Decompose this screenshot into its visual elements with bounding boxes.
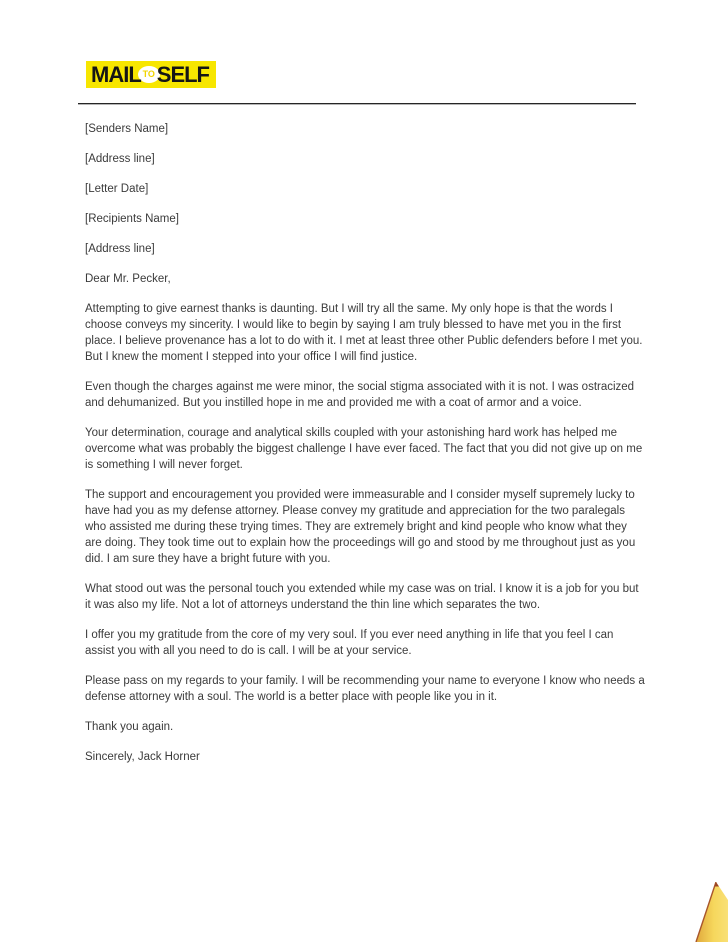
letter-paragraph: Even though the charges against me were minor, the social stigma associated with it is not. I was ostracized and dehumanized. But you instilled hope in me and provided me with a coat of armor and a voice. (85, 381, 635, 409)
sender-address-line: [Address line] (85, 153, 155, 165)
letter-paragraph: The support and encouragement you provided were immeasurable and I consider myself supremely lucky to have had you as my defense attorney. Please convey my gratitude and appreciation for the two paralegals who assisted me during these trying times. They are extremely bright and kind people who know what they are doing. They took time out to explain how the proceedings will go and stood by me throughout just as you did. I am sure they have a bright future with you. (85, 489, 636, 565)
mail-to-self-logo (86, 61, 216, 88)
sender-name-line: [Senders Name] (85, 123, 169, 135)
signature-line: Sincerely, Jack Horner (85, 751, 200, 763)
letter-paragraph: I offer you my gratitude from the core of my very soul. If you ever need anything in life that you feel I can assist you with all you need to do is call. I will be at your service. (85, 629, 614, 657)
letter-paragraph: Attempting to give earnest thanks is daunting. But I will try all the same. My only hope is that the words I choose conveys my sincerity. I would like to begin by saying I am truly blessed to have met you in the first place. I believe provenance has a lot to do with it. I met at least three other Public defenders before I met you. But I knew the moment I stepped into your office I will find justice. (85, 303, 643, 363)
logo-text-self: SELF (156, 61, 209, 87)
recipient-name-line: [Recipients Name] (85, 213, 179, 225)
closing-line: Thank you again. (85, 721, 174, 733)
salutation: Dear Mr. Pecker, (85, 273, 171, 285)
letter-paragraph: What stood out was the personal touch you extended while my case was on trial. I know it is a job for you but it was also my life. Not a lot of attorneys understand the thin line which separates the two. (85, 583, 639, 611)
logo-text-to: TO (142, 69, 155, 79)
recipient-address-line: [Address line] (85, 243, 155, 255)
letter-paragraph: Please pass on my regards to your family. I will be recommending your name to everyone I know who needs a defense attorney with a soul. The world is a better place with people like you in it. (85, 675, 645, 703)
letter-body (85, 121, 645, 779)
letter-paragraph: Your determination, courage and analytical skills coupled with your astonishing hard work has helped me overcome what was probably the biggest challenge I have ever faced. The fact that you did not give up on me is something I will never forget. (85, 427, 643, 471)
logo-text-mail: MAIL (91, 61, 141, 87)
letter-date-line: [Letter Date] (85, 183, 149, 195)
header-divider (78, 103, 636, 105)
corner-decoration (688, 882, 728, 942)
